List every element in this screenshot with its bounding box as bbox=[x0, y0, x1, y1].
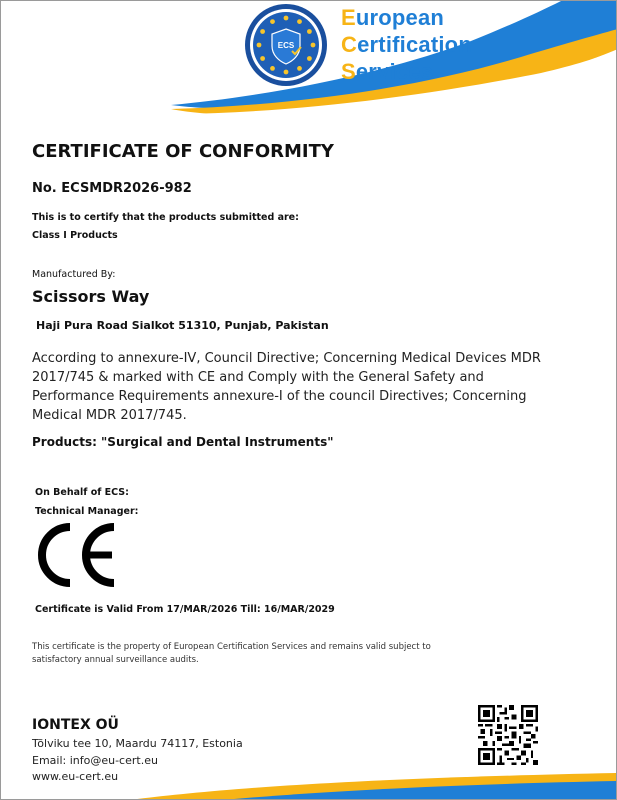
manufacturer-name: Scissors Way bbox=[32, 287, 150, 306]
ce-mark-text: CE bbox=[32, 523, 34, 524]
manufactured-by-label: Manufactured By: bbox=[32, 269, 116, 280]
certificate-title: CERTIFICATE OF CONFORMITY bbox=[32, 141, 334, 162]
issuer-name: IONTEX OÜ bbox=[32, 717, 119, 733]
ce-mark-icon bbox=[32, 523, 122, 587]
logo-text: ECS bbox=[277, 41, 295, 50]
footer-swoosh bbox=[1, 769, 617, 800]
disclaimer-text: This certificate is the property of European Certification Services and remains valid subject to satisfactory annual surveillance audits. bbox=[32, 642, 431, 665]
header-banner bbox=[1, 1, 617, 126]
qr-code-icon bbox=[478, 705, 538, 765]
brand-line-3: Services bbox=[341, 59, 434, 84]
on-behalf-label: On Behalf of ECS: bbox=[35, 487, 129, 498]
validity-period: Certificate is Valid From 17/MAR/2026 Till: 16/MAR/2029 bbox=[35, 604, 335, 615]
brand-wordmark bbox=[341, 7, 472, 88]
conformity-statement: According to annexure-IV, Council Directive; Concerning Medical Devices MDR 2017/745 & marked with CE and Comply with the General Safety and Performance Requirements annexure-I of the council Directives; Concerning Medical MDR 2017/745. bbox=[32, 351, 541, 423]
footer-swoosh-graphic bbox=[1, 769, 617, 800]
technical-manager-label: Technical Manager: bbox=[35, 506, 139, 517]
header-swoosh bbox=[1, 1, 617, 126]
issuer-address: Tõlviku tee 10, Maardu 74117, Estonia bbox=[32, 737, 243, 750]
certify-intro: This is to certify that the products submitted are: bbox=[32, 212, 299, 223]
issuer-website[interactable]: www.eu-cert.eu bbox=[32, 770, 119, 783]
product-class: Class I Products bbox=[32, 230, 118, 241]
products-line: Products: "Surgical and Dental Instruments" bbox=[32, 435, 334, 449]
brand-line-2: Certification bbox=[341, 32, 472, 57]
issuer-email[interactable]: Email: info@eu-cert.eu bbox=[32, 754, 158, 767]
certificate-number: No. ECSMDR2026-982 bbox=[32, 181, 192, 196]
brand-line-1: European bbox=[341, 5, 445, 30]
manufacturer-address: Haji Pura Road Sialkot 51310, Punjab, Pakistan bbox=[36, 319, 329, 332]
